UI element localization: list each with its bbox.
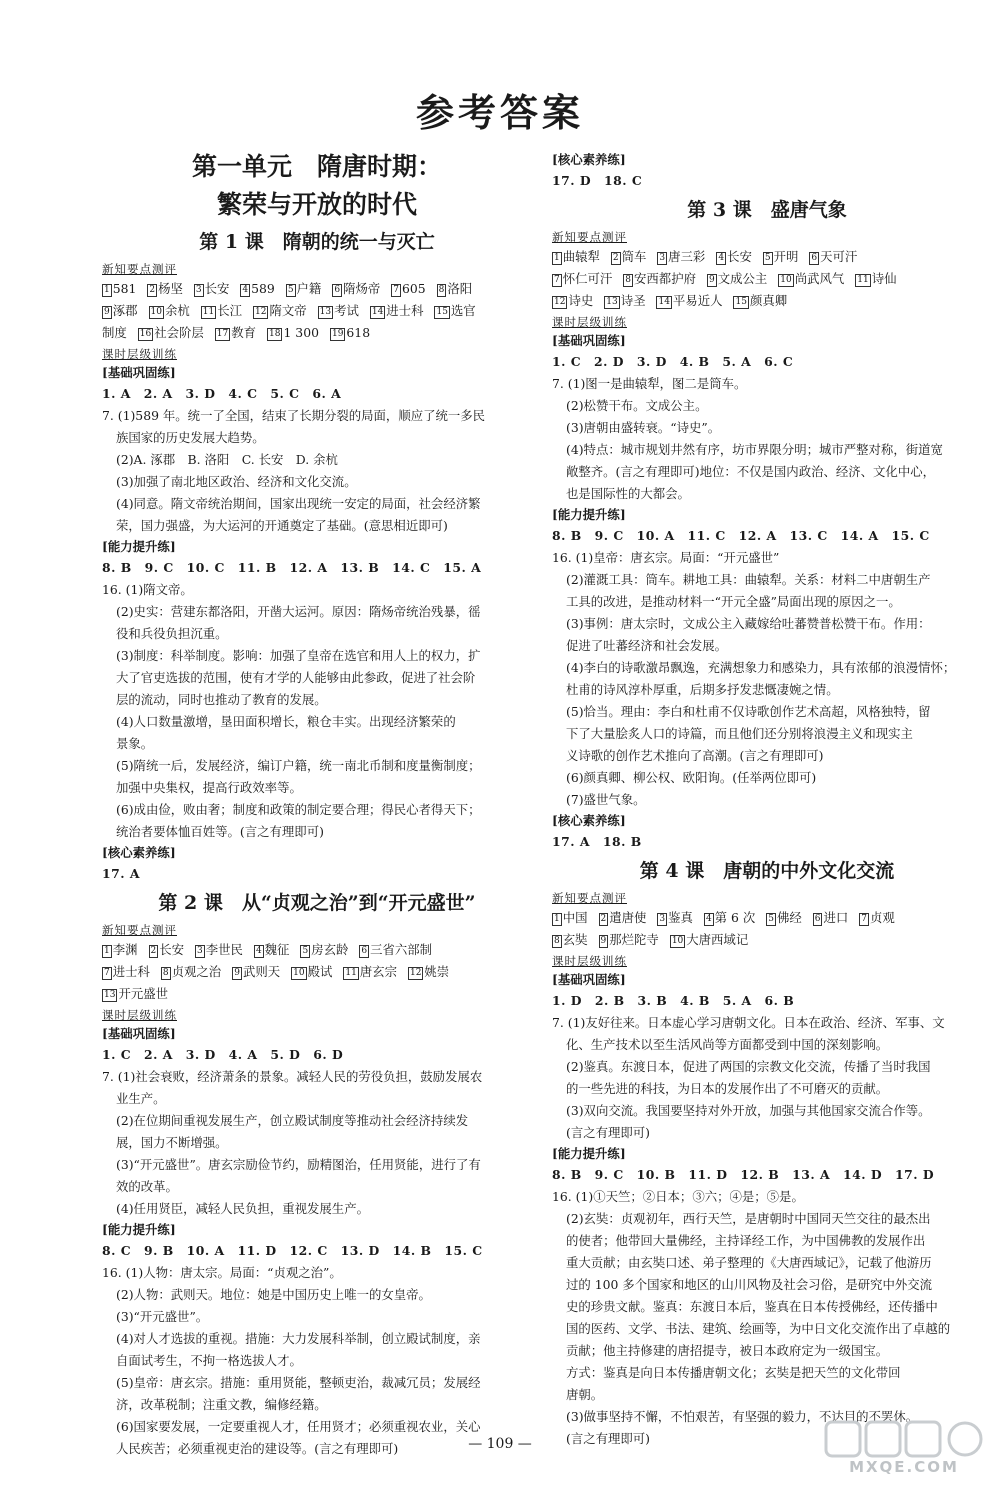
section-label: 新知要点测评 [552,230,627,244]
answer-row: 1. D 2. B 3. B 4. B 5. A 6. B [552,993,795,1008]
keyword-item [102,322,127,344]
keyword-value: 殿试 [307,964,333,979]
keyword-value: 进口 [823,910,849,925]
answer-line: 化、生产技术以至生活风尚等方面都受到中国的深刻影响。 [566,1037,889,1052]
answer-line: 16. (1)①天竺；②日本；③六；④是；⑤是。 [552,1189,804,1204]
watermark-logo [820,1418,988,1480]
keyword-item [599,929,659,951]
section-heading: [能力提升练] [102,539,176,554]
keyword-value: 余杭 [164,303,190,318]
keyword-value: 长安 [727,249,752,264]
keyword-number: 15 [735,297,747,307]
keyword-number: 8 [625,275,632,285]
keyword-item [149,300,190,322]
keyword-number: 11 [345,968,357,978]
keyword-number: 6 [814,914,821,924]
answer-line: 16. (1)人物：唐太宗。局面：“贞观之治”。 [102,1265,342,1280]
answer-line: (言之有理即可) [566,1431,651,1446]
section-label: 新知要点测评 [552,891,627,905]
keyword-value: 唐三彩 [668,249,706,264]
keyword-item [657,246,705,268]
lesson-title: 第 2 课 从“贞观之治”到“开元盛世” [158,892,476,914]
keyword-item [704,907,755,929]
answer-line: (3)事例：唐太宗时，文成公主入藏嫁给吐蕃赞普松赞干布。作用： [566,616,931,631]
answer-line: 役和兵役负担沉重。 [116,626,228,641]
answer-line: (4)李白的诗歌激昂飘逸，充满想象力和感染力，具有浓郁的浪漫情怀； [566,660,956,675]
answer-line: 业生产。 [116,1091,166,1106]
answer-line: (4)同意。隋文帝统治期间，国家出现统一安定的局面，社会经济繁 [116,496,481,511]
section-heading: [基础巩固练] [552,333,626,348]
keyword-number: 9 [600,936,607,946]
section-heading: [基础巩固练] [552,972,626,987]
keyword-number: 1 [554,914,560,924]
section-heading: [核心素养练] [552,152,626,167]
keyword-number: 3 [659,914,666,924]
keyword-number: 8 [438,285,445,295]
keyword-value: 文成公主 [717,271,768,286]
keyword-number: 2 [150,946,157,956]
answer-line: 景象。 [116,736,154,751]
answer-row: 17. D 18. C [552,173,643,188]
keyword-number: 5 [302,946,309,956]
watermark-graphic [820,1418,988,1460]
answer-line: (2)玄奘：贞观初年，西行天竺，是唐朝时中国同天竺交往的最杰出 [566,1211,931,1226]
answer-line: (4)特点：城市规划井然有序，坊市界限分明；城市严整对称，街道宽 [566,442,943,457]
keyword-value: 教育 [231,325,257,340]
keyword-item [194,278,230,300]
keyword-number: 4 [255,946,262,956]
keyword-value: 隋文帝 [269,303,307,318]
keyword-item [763,246,799,268]
keyword-number: 12 [254,307,267,317]
answer-line: 荣，国力强盛，为大运河的开通奠定了基础。(意思相近即可) [116,518,448,533]
answer-line: 7. (1)社会衰败，经济萧条的景象。减轻人民的劳役负担，鼓励发展农 [102,1069,483,1084]
answer-line: 自面试考生，不拘一格选拔人才。 [116,1353,302,1368]
answer-line: 济，改革税制；注重文教，编修经籍。 [116,1397,327,1412]
keyword-number: 12 [409,968,422,978]
keyword-value: 武则天 [242,964,281,979]
keyword-item [161,961,221,983]
keyword-value: 中国 [562,910,588,925]
answer-line: (4)对人才选拔的重视。措施：大力发展科举制，创立殿试制度，亲 [116,1331,481,1346]
keyword-value: 贞观之治 [171,964,222,979]
keyword-number: 7 [393,285,399,295]
answer-row: 1. C 2. D 3. D 4. B 5. A 6. C [552,354,794,369]
keyword-value: 三省六部制 [370,942,433,957]
watermark-text: MXQE.COM [849,1458,959,1476]
keyword-number: 4 [705,914,712,924]
keyword-number: 3 [659,253,666,263]
keyword-row [102,939,532,961]
keyword-item [552,290,593,312]
keyword-number: 14 [658,297,670,307]
keyword-value: 玄奘 [562,932,588,947]
keyword-item [656,290,722,312]
keyword-value: 社会阶层 [154,325,204,340]
keyword-item [330,322,370,344]
answer-line: 唐朝。 [566,1387,604,1402]
answer-line: (6)成由俭，败由奢；制度和政策的制定要合理；得民心者得天下； [116,802,481,817]
lesson-title: 第 1 课 隋朝的统一与灭亡 [199,231,435,253]
keyword-value: 户籍 [296,281,322,296]
keyword-value: 佛经 [776,910,802,925]
keyword-item [359,939,432,961]
keyword-value: 制度 [102,325,127,340]
keyword-number: 18 [269,329,281,339]
section-heading: [基础巩固练] [102,1026,176,1041]
answer-line: (2)A. 涿郡 B. 洛阳 C. 长安 D. 余杭 [116,452,338,467]
answer-line: 史的珍贵文献。鉴真：东渡日本后，鉴真在日本传授佛经，还传播中 [566,1299,938,1314]
section-heading: [能力提升练] [552,507,626,522]
answer-line: 7. (1)友好往来。日本虚心学习唐朝文化。日本在政治、经济、军事、文 [552,1015,945,1030]
keyword-item [552,929,588,951]
answer-line: (3)“开元盛世”。 [116,1309,209,1324]
keyword-value: 考试 [334,303,359,318]
keyword-value: 安西都护府 [634,271,696,286]
keyword-value: 进士科 [112,964,150,979]
keyword-value: 贞观 [869,910,895,925]
keyword-number: 9 [708,275,715,285]
keyword-item [434,300,475,322]
answer-line: (2)灌溉工具：筒车。耕地工具：曲辕犁。关系：材料二中唐朝生产 [566,572,931,587]
keyword-item [291,961,332,983]
answer-line: (3)双向交流。我国要坚持对外开放，加强与其他国家交流合作等。 [566,1103,931,1118]
answer-line: 16. (1)皇帝：唐玄宗。局面：“开元盛世” [552,550,780,565]
keyword-value: 诗史 [568,293,594,308]
keyword-number: 5 [764,253,771,263]
answer-line: (2)鉴真。东渡日本，促进了两国的宗教文化交流，传播了当时我国 [566,1059,931,1074]
keyword-row [102,961,532,983]
answer-row: 8. C 9. B 10. A 11. D 12. C 13. D 14. B 15. C [102,1243,483,1258]
keyword-item [300,939,348,961]
keyword-value: 589 [251,281,275,296]
section-heading: [核心素养练] [102,845,176,860]
keyword-value: 选官 [450,303,476,318]
keyword-item [391,278,425,300]
keyword-value: 长江 [217,303,242,318]
keyword-number: 5 [768,914,774,924]
unit-title: 第一单元 隋唐时期： [191,152,442,181]
keyword-item [670,929,748,951]
keyword-item [240,278,274,300]
keyword-item [253,300,307,322]
keyword-number: 2 [612,253,619,263]
keyword-row [102,983,532,1005]
keyword-item [102,278,136,300]
section-heading: [能力提升练] [552,1146,626,1161]
answer-line: 7. (1)图一是曲辕犁，图二是筒车。 [552,376,747,391]
keyword-value: 诗仙 [871,271,897,286]
keyword-number: 6 [361,946,368,956]
keyword-item [623,268,696,290]
answer-line: 统治者要体恤百姓等。(言之有理即可) [116,824,324,839]
answer-line: (6)颜真卿、柳公权、欧阳询。(任举两位即可) [566,770,817,785]
section-label: 课时层级训练 [552,315,627,329]
keyword-item [437,278,473,300]
keyword-item [604,290,645,312]
answer-line: (6)国家要发展，一定要重视人才，任用贤才；必须重视农业，关心 [116,1419,481,1434]
answer-line: 工具的改进，是推动材料一“开元全盛”局面出现的原因之一。 [566,594,901,609]
keyword-number: 12 [554,297,566,307]
keyword-value: 开明 [773,249,799,264]
lesson-title: 第 4 课 唐朝的中外文化交流 [639,860,895,882]
keyword-number: 1 [554,253,560,263]
keyword-number: 13 [104,990,116,1000]
keyword-item [855,268,896,290]
keyword-number: 11 [202,307,215,317]
keyword-item [232,961,280,983]
answer-line: 的一些先进的科技，为日本的发展作出了不可磨灭的贡献。 [566,1081,889,1096]
keyword-row [552,268,982,290]
keyword-row [552,929,982,951]
keyword-item [552,268,612,290]
keyword-item [733,290,787,312]
keyword-item [343,961,397,983]
answer-line: (5)皇帝：唐玄宗。措施：重用贤能，整顿吏治，裁减冗员；发展经 [116,1375,481,1390]
keyword-number: 10 [780,275,792,285]
keyword-row [552,290,982,312]
keyword-value: 大唐西域记 [686,932,749,947]
answer-line: 敞整齐。(言之有理即可)地位：不仅是国内政治、经济、文化中心， [566,464,935,479]
keyword-value: 开元盛世 [118,986,169,1001]
answer-line: (3)做事坚持不懈，不怕艰苦，有坚强的毅力，不达目的不罢休。 [566,1409,919,1424]
keyword-value: 605 [401,281,426,296]
section-label: 新知要点测评 [102,262,177,276]
answer-row: 17. A 18. B [552,834,642,849]
keyword-item [195,939,243,961]
keyword-value: 1 300 [283,325,319,340]
keyword-item [809,246,857,268]
keyword-number: 5 [287,285,294,295]
answer-line: (7)盛世气象。 [566,792,646,807]
answer-line: 下了大量脍炙人口的诗篇，而且他们还分别将浪漫主义和现实主 [566,726,913,741]
keyword-value: 遣唐使 [609,910,647,925]
keyword-value: 洛阳 [447,281,473,296]
page-number: — 109 — [468,1436,532,1452]
keyword-value: 怀仁可汗 [562,271,613,286]
keyword-number: 8 [554,936,560,946]
keyword-item [102,300,138,322]
answer-line: 贡献；他主持修建的唐招提寺，被日本政府定为一级国宝。 [566,1343,889,1358]
keyword-value: 颜真卿 [749,293,788,308]
keyword-value: 618 [346,325,371,340]
answer-line: (3)加强了南北地区政治、经济和文化交流。 [116,474,357,489]
keyword-value: 姚崇 [424,964,450,979]
answer-line: (2)在位期间重视发展生产，创立殿试制度等推动社会经济持续发 [116,1113,469,1128]
keyword-number: 10 [150,307,162,317]
keyword-value: 杨坚 [158,281,183,296]
keyword-number: 4 [718,253,725,263]
keyword-number: 7 [104,968,110,978]
keyword-item [286,278,322,300]
answer-line: (2)史实：营建东都洛阳，开凿大运河。原因：隋炀帝统治残暴，徭 [116,604,481,619]
keyword-row [102,300,532,322]
answer-line: 重大贡献；由玄奘口述、弟子整理的《大唐西域记》，记载了他游历 [566,1255,932,1270]
keyword-item [332,278,380,300]
section-label: 新知要点测评 [102,923,177,937]
keyword-value: 涿郡 [112,303,138,318]
answer-line: 促进了吐蕃经济和社会发展。 [566,638,728,653]
keyword-item [552,907,588,929]
section-label: 课时层级训练 [102,347,177,361]
answer-line: 大了官吏选拔的范围，使有才学的人能够由此参政，促进了社会阶 [116,670,476,685]
answer-line: 的使者；他带回大量佛经，主持译经工作，为中国佛教的发展作出 [566,1233,926,1248]
keyword-row [102,278,532,300]
answer-line: (5)隋统一后，发展经济，编订户籍，统一南北币制和度量衡制度； [116,758,481,773]
keyword-number: 11 [857,275,869,285]
keyword-number: 6 [811,253,818,263]
answer-row: 8. B 9. C 10. B 11. D 12. B 13. A 14. D 17. D [552,1167,935,1182]
keyword-value: 鉴真 [668,910,693,925]
keyword-number: 14 [371,307,384,317]
keyword-item [254,939,290,961]
keyword-item [149,939,185,961]
answer-line: (5)恰当。理由：李白和杜甫不仅诗歌创作艺术高超，风格独特，留 [566,704,931,719]
keyword-number: 16 [139,329,152,339]
answer-line: 过的 100 多个国家和地区的山川风物及社会习俗，是研究中外交流 [566,1277,933,1292]
keyword-item [102,983,168,1005]
unit-title: 繁荣与开放的时代 [216,190,417,219]
keyword-item [201,300,242,322]
keyword-value: 进士科 [386,303,424,318]
answer-line: (言之有理即可) [566,1125,651,1140]
keyword-value: 尚武风气 [794,271,845,286]
answer-row: 17. A [102,866,140,881]
keyword-item [102,939,138,961]
keyword-number: 1 [104,285,110,295]
keyword-number: 7 [554,275,560,285]
keyword-item [611,246,647,268]
answer-row: 1. A 2. A 3. D 4. C 5. C 6. A [102,386,342,401]
keyword-number: 2 [149,285,156,295]
answer-line: 国的医药、文学、书法、建筑、绘画等，为中日文化交流作出了卓越的 [566,1321,951,1336]
keyword-item [318,300,359,322]
answer-line: 也是国际性的大都会。 [566,486,690,501]
keyword-value: 长安 [204,281,230,296]
keyword-value: 天可汗 [820,249,858,264]
answer-line: (2)人物：武则天。地位：她是中国历史上唯一的女皇帝。 [116,1287,431,1302]
keyword-number: 13 [606,297,618,307]
keyword-item [716,246,752,268]
answer-line: (2)松赞干布。文成公主。 [566,398,708,413]
answer-line: 层的流动，同时也推动了教育的发展。 [116,692,327,707]
lesson-title: 第 3 课 盛唐气象 [687,199,847,221]
keyword-value: 李世民 [205,942,243,957]
section-heading: [基础巩固练] [102,365,176,380]
section-label: 课时层级训练 [102,1008,177,1022]
keyword-item [707,268,767,290]
keyword-number: 3 [195,285,202,295]
keyword-item [215,322,256,344]
keyword-value: 隋炀帝 [343,281,381,296]
keyword-number: 2 [600,914,607,924]
keyword-number: 19 [331,329,344,339]
keyword-item [102,961,150,983]
right-column [552,150,982,1450]
keyword-value: 诗圣 [620,293,646,308]
keyword-number: 3 [197,946,203,956]
keyword-item [552,246,600,268]
answer-line: 人民疾苦；必须重视吏治的建设等。(言之有理即可) [116,1441,399,1456]
keyword-item [813,907,849,929]
answer-row: 8. B 9. C 10. A 11. C 12. A 13. C 14. A 15. C [552,528,930,543]
answer-line: 方式：鉴真是向日本传播唐朝文化；玄奘是把天竺的文化带回 [566,1365,901,1380]
keyword-value: 曲辕犁 [562,249,600,264]
keyword-value: 唐玄宗 [359,964,397,979]
answer-row: 1. C 2. A 3. D 4. A 5. D 6. D [102,1047,344,1062]
keyword-number: 1 [104,946,110,956]
keyword-item [138,322,204,344]
keyword-number: 13 [319,307,332,317]
keyword-number: 17 [216,329,229,339]
keyword-number: 7 [861,914,867,924]
section-label: 课时层级训练 [552,954,627,968]
keyword-item [147,278,183,300]
keyword-value: 平易近人 [672,293,723,308]
left-column [102,150,532,1460]
keyword-value: 581 [112,281,137,296]
answer-line: 杜甫的诗风淳朴厚重，后期多抒发悲慨凄婉之情。 [566,682,839,697]
answer-line: 效的改革。 [116,1179,178,1194]
keyword-number: 9 [104,307,110,317]
section-heading: [能力提升练] [102,1222,176,1237]
keyword-value: 魏征 [264,942,290,957]
keyword-item [778,268,844,290]
keyword-item [766,907,802,929]
keyword-row [552,246,982,268]
answer-line: (3)唐朝由盛转衰。“诗史”。 [566,420,721,435]
answer-line: (3)制度：科举制度。影响：加强了皇帝在选官和用人上的权力，扩 [116,648,481,663]
keyword-number: 10 [671,936,684,946]
keyword-row [552,907,982,929]
answer-line: 展，国力不断增强。 [116,1135,228,1150]
answer-line: 加强中央集权，提高行政效率等。 [116,780,302,795]
keyword-number: 9 [234,968,240,978]
keyword-value: 那烂陀寺 [609,932,659,947]
answer-line: 族国家的历史发展大趋势。 [116,430,265,445]
keyword-number: 6 [334,285,341,295]
section-heading: [核心素养练] [552,813,626,828]
answer-line: 7. (1)589 年。统一了全国，结束了长期分裂的局面，顺应了统一多民 [102,408,486,423]
keyword-number: 10 [293,968,305,978]
keyword-value: 第 6 次 [714,910,756,925]
keyword-row [102,322,532,344]
answer-line: 义诗歌的创作艺术推向了高潮。(言之有理即可) [566,748,824,763]
answer-row: 8. B 9. C 10. C 11. B 12. A 13. B 14. C 15. A [102,560,482,575]
answer-line: 16. (1)隋文帝。 [102,582,193,597]
keyword-number: 4 [242,285,249,295]
keyword-item [599,907,647,929]
keyword-item [657,907,693,929]
answer-line: (3)“开元盛世”。唐玄宗励俭节约，励精图治，任用贤能，进行了有 [116,1157,481,1172]
keyword-item [370,300,424,322]
keyword-value: 长安 [159,942,185,957]
keyword-value: 李渊 [112,942,138,957]
keyword-item [267,322,319,344]
keyword-value: 房玄龄 [311,942,349,957]
answer-line: (4)人口数量激增，垦田面积增长，粮仓丰实。出现经济繁荣的 [116,714,456,729]
keyword-item [408,961,449,983]
answer-line: (4)任用贤臣，减轻人民负担，重视发展生产。 [116,1201,369,1216]
keyword-value: 筒车 [621,249,647,264]
page-title: 参考答案 [415,90,584,135]
keyword-number: 15 [436,307,448,317]
keyword-item [859,907,895,929]
keyword-number: 8 [162,968,169,978]
